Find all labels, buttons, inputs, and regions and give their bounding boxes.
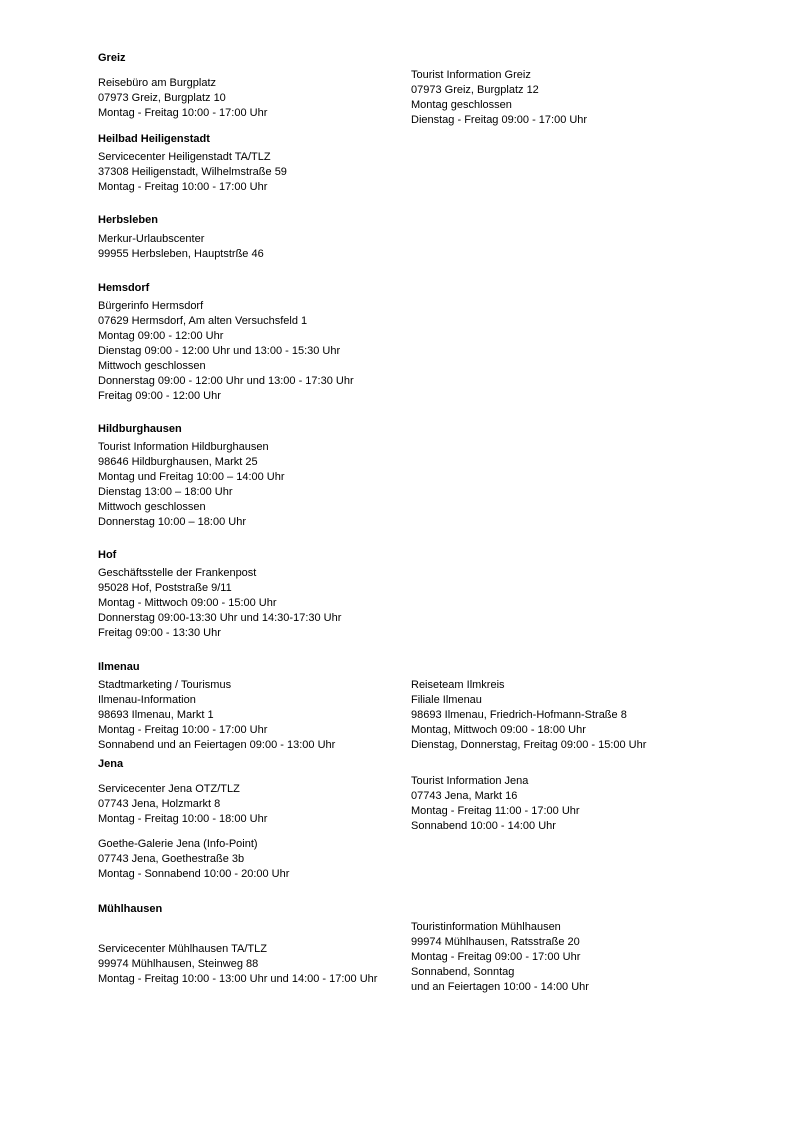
- entry-line: Montag - Freitag 10:00 - 18:00 Uhr: [98, 813, 268, 825]
- entry-line: Tourist Information Greiz: [411, 69, 531, 81]
- entry-line: Dienstag 09:00 - 12:00 Uhr und 13:00 - 15:30 Uhr: [98, 345, 341, 357]
- entry-line: 99955 Herbsleben, Hauptstrße 46: [98, 248, 264, 260]
- entry-line: Bürgerinfo Hermsdorf: [98, 300, 204, 312]
- entry-jena-servicecenter: [98, 782, 267, 827]
- entry-line: Sonnabend, Sonntag: [411, 966, 515, 978]
- entry-line: 07743 Jena, Holzmarkt 8: [98, 798, 221, 810]
- entry-line: Mittwoch geschlossen: [98, 501, 206, 513]
- entry-line: Montag und Freitag 10:00 – 14:00 Uhr: [98, 471, 285, 483]
- entry-line: Montag geschlossen: [411, 99, 512, 111]
- entry-line: Montag - Mittwoch 09:00 - 15:00 Uhr: [98, 597, 277, 609]
- entry-line: Reisebüro am Burgplatz: [98, 77, 217, 89]
- entry-herbsleben-merkur: [98, 232, 264, 262]
- heading-hildburghausen: Hildburghausen: [98, 423, 182, 435]
- entry-line: Servicecenter Mühlhausen TA/TLZ: [98, 943, 267, 955]
- entry-line: 98693 Ilmenau, Friedrich-Hofmann-Straße 8: [411, 709, 627, 721]
- entry-line: Mittwoch geschlossen: [98, 360, 206, 372]
- entry-muehlhausen-touristinfo: [411, 920, 589, 995]
- entry-line: Montag - Freitag 10:00 - 17:00 Uhr: [98, 107, 268, 119]
- heading-ilmenau: Ilmenau: [98, 661, 140, 673]
- entry-line: Freitag 09:00 - 13:30 Uhr: [98, 627, 221, 639]
- entry-line: Servicecenter Jena OTZ/TLZ: [98, 783, 240, 795]
- entry-line: 99974 Mühlhausen, Ratsstraße 20: [411, 936, 580, 948]
- entry-line: Touristinformation Mühlhausen: [411, 921, 561, 933]
- entry-hildburghausen-tourist-info: [98, 440, 285, 530]
- entry-line: Sonnabend und an Feiertagen 09:00 - 13:00 Uhr: [98, 739, 336, 751]
- entry-line: 07743 Jena, Markt 16: [411, 790, 518, 802]
- entry-line: 07743 Jena, Goethestraße 3b: [98, 853, 245, 865]
- heading-hermsdorf: Hemsdorf: [98, 282, 150, 294]
- entry-line: und an Feiertagen 10:00 - 14:00 Uhr: [411, 981, 589, 993]
- entry-line: Montag - Freitag 10:00 - 17:00 Uhr: [98, 181, 268, 193]
- entry-line: 98693 Ilmenau, Markt 1: [98, 709, 214, 721]
- entry-line: Montag - Sonnabend 10:00 - 20:00 Uhr: [98, 868, 290, 880]
- entry-line: Donnerstag 09:00 - 12:00 Uhr und 13:00 - 17:30 Uhr: [98, 375, 354, 387]
- entry-line: Tourist Information Hildburghausen: [98, 441, 269, 453]
- entry-line: Donnerstag 10:00 – 18:00 Uhr: [98, 516, 246, 528]
- entry-line: 95028 Hof, Poststraße 9/11: [98, 582, 232, 594]
- heading-greiz: Greiz: [98, 52, 126, 64]
- entry-heiligenstadt-servicecenter: [98, 150, 287, 195]
- entry-line: 07629 Hermsdorf, Am alten Versuchsfeld 1: [98, 315, 308, 327]
- entry-line: Dienstag, Donnerstag, Freitag 09:00 - 15:00 Uhr: [411, 739, 647, 751]
- entry-hermsdorf-buergerinfo: [98, 299, 354, 404]
- entry-line: 07973 Greiz, Burgplatz 10: [98, 92, 226, 104]
- heading-herbsleben: Herbsleben: [98, 214, 158, 226]
- entry-jena-goethe-galerie: [98, 837, 289, 882]
- entry-line: Freitag 09:00 - 12:00 Uhr: [98, 390, 221, 402]
- entry-line: Goethe-Galerie Jena (Info-Point): [98, 838, 258, 850]
- entry-line: Dienstag - Freitag 09:00 - 17:00 Uhr: [411, 114, 588, 126]
- entry-line: 99974 Mühlhausen, Steinweg 88: [98, 958, 259, 970]
- entry-line: Montag, Mittwoch 09:00 - 18:00 Uhr: [411, 724, 586, 736]
- entry-line: 37308 Heiligenstadt, Wilhelmstraße 59: [98, 166, 287, 178]
- entry-muehlhausen-servicecenter: [98, 942, 377, 987]
- heading-hof: Hof: [98, 549, 117, 561]
- entry-line: 98646 Hildburghausen, Markt 25: [98, 456, 258, 468]
- entry-line: 07973 Greiz, Burgplatz 12: [411, 84, 539, 96]
- entry-hof-frankenpost: [98, 566, 341, 641]
- entry-line: Sonnabend 10:00 - 14:00 Uhr: [411, 820, 556, 832]
- entry-line: Reiseteam Ilmkreis: [411, 679, 505, 691]
- entry-jena-tourist-info: [411, 774, 580, 834]
- entry-line: Montag - Freitag 09:00 - 17:00 Uhr: [411, 951, 581, 963]
- entry-line: Montag - Freitag 11:00 - 17:00 Uhr: [411, 805, 580, 817]
- entry-line: Filiale Ilmenau: [411, 694, 482, 706]
- heading-jena: Jena: [98, 758, 124, 770]
- entry-line: Montag - Freitag 10:00 - 13:00 Uhr und 14:00 - 17:00 Uhr: [98, 973, 378, 985]
- entry-line: Stadtmarketing / Tourismus: [98, 679, 232, 691]
- entry-line: Dienstag 13:00 – 18:00 Uhr: [98, 486, 233, 498]
- entry-greiz-reisebuero: [98, 76, 267, 121]
- entry-line: Ilmenau-Information: [98, 694, 196, 706]
- entry-ilmenau-stadtmarketing: [98, 678, 335, 753]
- entry-ilmenau-reiseteam: [411, 678, 646, 753]
- entry-line: Geschäftsstelle der Frankenpost: [98, 567, 257, 579]
- entry-line: Donnerstag 09:00-13:30 Uhr und 14:30-17:30 Uhr: [98, 612, 342, 624]
- heading-muehlhausen: Mühlhausen: [98, 903, 163, 915]
- entry-line: Merkur-Urlaubscenter: [98, 233, 205, 245]
- entry-line: Montag - Freitag 10:00 - 17:00 Uhr: [98, 724, 268, 736]
- entry-line: Montag 09:00 - 12:00 Uhr: [98, 330, 224, 342]
- entry-greiz-tourist-info: [411, 68, 587, 128]
- heading-heiligenstadt: Heilbad Heiligenstadt: [98, 133, 210, 145]
- entry-line: Servicecenter Heiligenstadt TA/TLZ: [98, 151, 271, 163]
- entry-line: Tourist Information Jena: [411, 775, 529, 787]
